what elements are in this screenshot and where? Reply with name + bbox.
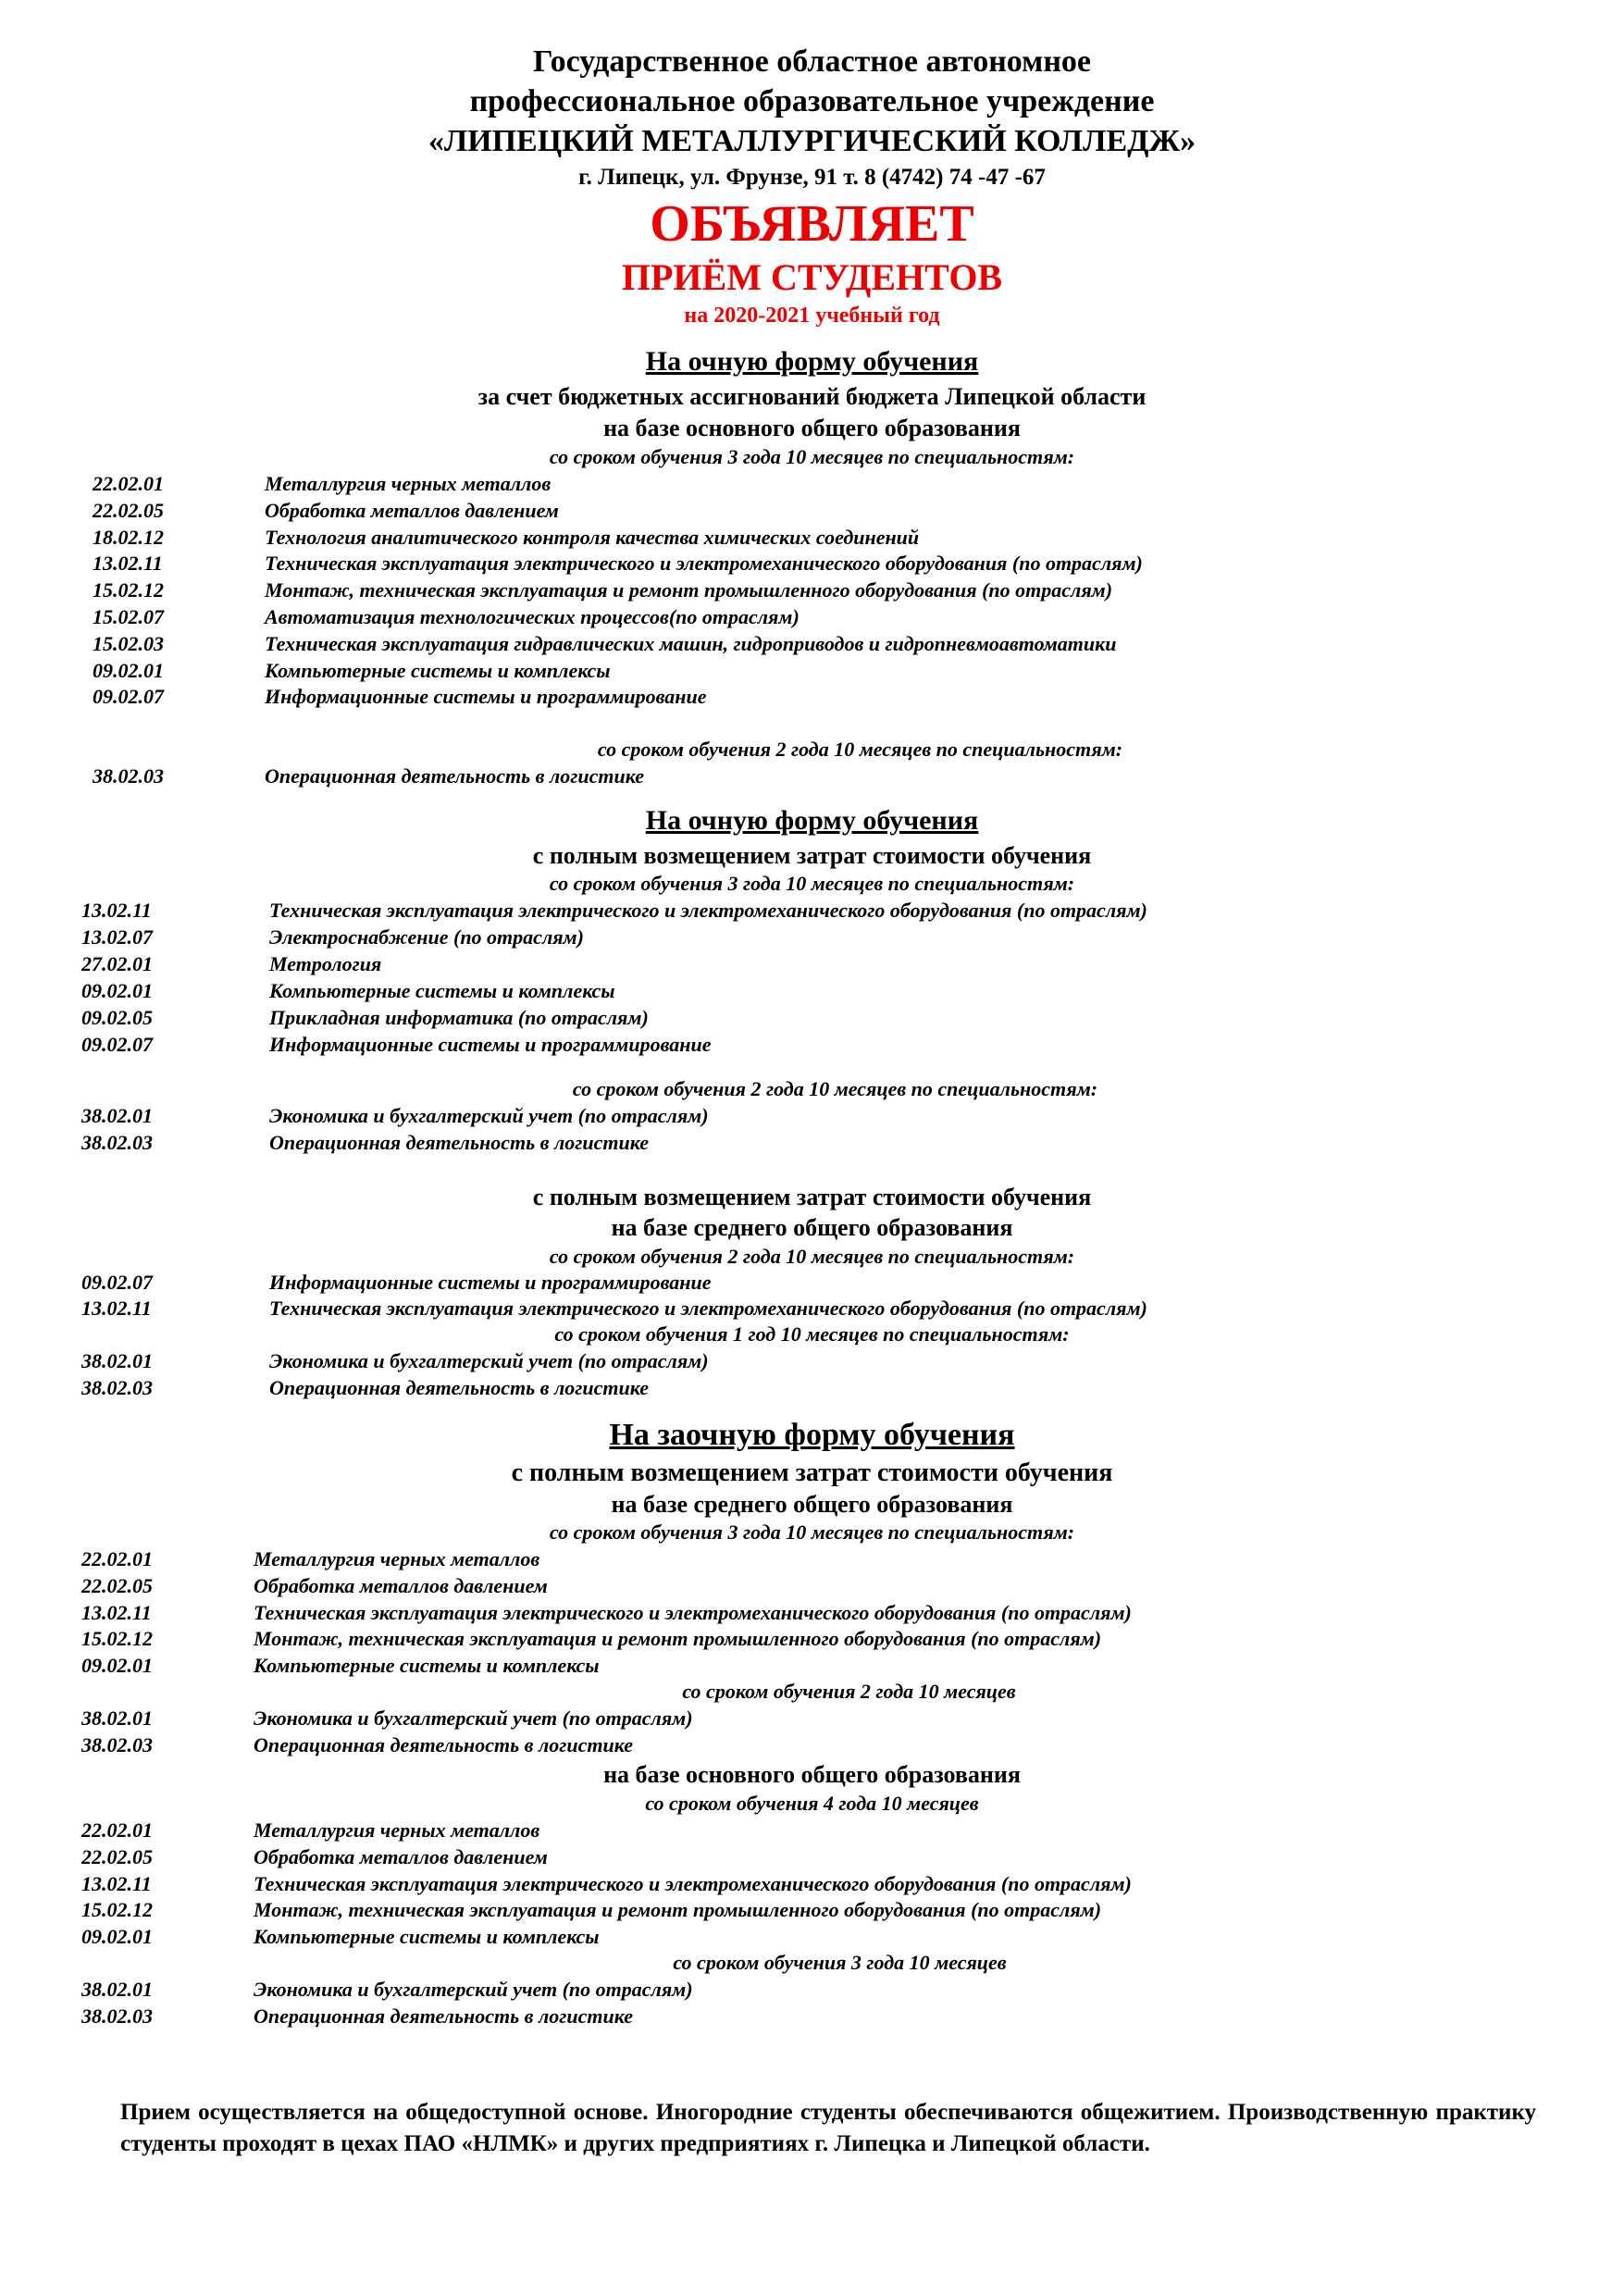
section-2-term-1: со сроком обучения 3 года 10 месяцев по специальностям: [549,872,1075,895]
section-1-funding: за счет бюджетных ассигнований бюджета Липецкой области [477,383,1147,410]
specialty-row [0,1547,1624,1573]
specialty-name: Металлургия черных металлов [254,1818,540,1842]
announce-title: ОБЪЯВЛЯЕТ [650,195,974,253]
specialty-row [0,499,1624,525]
specialty-row [0,605,1624,631]
section-4-term-2: со сроком обучения 2 года 10 месяцев [682,1680,1016,1703]
specialty-code: 22.02.01 [81,1547,153,1570]
specialty-name: Экономика и бухгалтерский учет (по отраслям) [254,1978,693,2001]
specialty-name: Монтаж, техническая эксплуатация и ремонт промышленного оборудования (по отраслям) [254,1898,1102,1922]
specialty-row [0,1349,1624,1375]
specialty-code: 38.02.03 [81,1732,153,1756]
section-1-title: На очную форму обучения [645,346,979,377]
specialty-code: 27.02.01 [81,952,153,975]
specialty-row [0,1271,1624,1297]
specialty-code: 15.02.12 [81,1898,153,1922]
specialty-code: 13.02.11 [81,1600,152,1624]
specialty-name: Обработка металлов давлением [254,1573,548,1597]
section-1-term-2: со сроком обучения 2 года 10 месяцев по специальностям: [597,738,1123,761]
specialty-name: Информационные системы и программирование [269,1033,712,1056]
specialty-name: Металлургия черных металлов [265,472,552,495]
specialty-row [0,1925,1624,1951]
specialty-name: Компьютерные системы и комплексы [254,1925,600,1949]
specialty-code: 22.02.05 [93,498,164,522]
specialty-row [0,925,1624,951]
section-2-term-2: со сроком обучения 2 года 10 месяцев по специальностям: [572,1077,1098,1100]
section-2-title: На очную форму обучения [645,805,979,836]
specialty-row [0,1297,1624,1322]
specialty-code: 09.02.07 [81,1033,153,1056]
specialty-name: Техническая эксплуатация электрического и электромеханического оборудования (по отраслям) [254,1871,1132,1895]
section-4-funding: с полным возмещением затрат стоимости обучения [511,1458,1113,1487]
specialty-row [0,1033,1624,1059]
specialty-row [0,1574,1624,1600]
specialty-name: Монтаж, техническая эксплуатация и ремонт промышленного оборудования (по отраслям) [254,1627,1102,1651]
specialty-row [0,899,1624,925]
specialty-row [0,1978,1624,2004]
specialty-row [0,1104,1624,1130]
specialty-row [0,1818,1624,1844]
specialty-code: 38.02.03 [81,1376,153,1399]
specialty-row [0,1898,1624,1924]
specialty-code: 15.02.07 [93,605,164,628]
specialty-code: 13.02.11 [81,1871,152,1895]
specialty-row [0,578,1624,604]
specialty-code: 38.02.01 [81,1706,153,1730]
section-4-base-secondary: на базе среднего общего образования [611,1491,1013,1518]
specialty-name: Техническая эксплуатация электрического и электромеханического оборудования (по отраслям) [265,552,1143,576]
section-3-term-1: со сроком обучения 2 года 10 месяцев по специальностям: [549,1245,1075,1268]
specialty-code: 38.02.01 [81,1104,153,1127]
institution-address: г. Липецк, ул. Фрунзе, 91 т. 8 (4742) 74 -47 -67 [578,165,1046,190]
specialty-code: 09.02.07 [93,685,164,709]
specialty-row [0,1601,1624,1627]
specialty-row [0,1131,1624,1157]
specialty-name: Техническая эксплуатация гидравлических машин, гидроприводов и гидропневмоавтоматики [265,631,1117,655]
specialty-name: Информационные системы и программирование [269,1271,712,1294]
specialty-code: 13.02.07 [81,925,153,949]
specialty-row [0,979,1624,1005]
specialty-name: Компьютерные системы и комплексы [254,1654,600,1678]
specialty-row [0,526,1624,552]
announce-subtitle: ПРИЁМ СТУДЕНТОВ [621,256,1003,298]
institution-line-1: Государственное областное автономное [532,44,1092,79]
specialty-name: Метрология [269,952,382,975]
section-3-term-2: со сроком обучения 1 год 10 месяцев по специальностям: [554,1322,1070,1346]
specialty-name: Экономика и бухгалтерский учет (по отраслям) [269,1104,709,1127]
specialty-code: 38.02.03 [93,764,164,788]
specialty-name: Экономика и бухгалтерский учет (по отраслям) [269,1349,709,1372]
specialty-name: Монтаж, техническая эксплуатация и ремонт промышленного оборудования (по отраслям) [265,578,1113,602]
specialty-name: Электроснабжение (по отраслям) [269,925,584,949]
specialty-name: Компьютерные системы и комплексы [265,658,611,682]
specialty-name: Операционная деятельность в логистике [254,1732,634,1756]
specialty-name: Металлургия черных металлов [254,1547,540,1570]
section-4-base-basic: на базе основного общего образования [603,1761,1021,1788]
specialty-name: Техническая эксплуатация электрического и электромеханического оборудования (по отраслям) [269,899,1147,922]
specialty-row [0,1654,1624,1680]
specialty-code: 09.02.01 [81,1925,153,1949]
specialty-name: Операционная деятельность в логистике [254,2004,634,2028]
institution-line-2: профессиональное образовательное учреждение [469,84,1155,118]
section-1-term-1: со сроком обучения 3 года 10 месяцев по специальностям: [549,445,1075,468]
specialty-code: 15.02.03 [93,631,164,655]
specialty-name: Операционная деятельность в логистике [269,1131,650,1154]
specialty-row [0,952,1624,978]
specialty-name: Прикладная информатика (по отраслям) [269,1006,649,1029]
specialty-code: 13.02.11 [93,552,163,576]
specialty-row [0,632,1624,658]
section-4-title: На заочную форму обучения [609,1418,1015,1452]
specialty-code: 38.02.01 [81,1349,153,1372]
specialty-code: 09.02.07 [81,1271,153,1294]
specialty-row [0,685,1624,711]
specialty-code: 15.02.12 [81,1627,153,1651]
specialty-name: Экономика и бухгалтерский учет (по отраслям) [254,1706,693,1730]
specialty-name: Техническая эксплуатация электрического и электромеханического оборудования (по отраслям) [254,1600,1132,1624]
specialty-row [0,764,1624,790]
specialty-row [0,1706,1624,1732]
specialty-code: 13.02.11 [81,899,152,922]
section-4-term-3: со сроком обучения 4 года 10 месяцев [645,1792,979,1815]
specialty-name: Информационные системы и программирование [265,685,707,709]
specialty-row [0,1872,1624,1898]
institution-name: «ЛИПЕЦКИЙ МЕТАЛЛУРГИЧЕСКИЙ КОЛЛЕДЖ» [428,124,1196,158]
specialty-row [0,552,1624,577]
specialty-row [0,659,1624,685]
specialty-row [0,1733,1624,1759]
specialty-row [0,472,1624,498]
section-4-term-1: со сроком обучения 3 года 10 месяцев по специальностям: [549,1520,1075,1544]
specialty-row [0,1376,1624,1402]
specialty-row [0,1627,1624,1653]
specialty-row [0,1006,1624,1032]
specialty-code: 22.02.01 [93,472,164,495]
specialty-code: 18.02.12 [93,525,164,549]
specialty-row [0,1845,1624,1871]
specialty-name: Технология аналитического контроля качества химических соединений [265,525,920,549]
specialty-code: 38.02.03 [81,2004,153,2028]
section-3-funding: с полным возмещением затрат стоимости обучения [532,1184,1092,1210]
announce-year: на 2020-2021 учебный год [684,304,940,328]
specialty-name: Обработка металлов давлением [254,1844,548,1868]
specialty-code: 15.02.12 [93,578,164,602]
specialty-code: 22.02.01 [81,1818,153,1842]
specialty-name: Автоматизация технологических процессов(по отраслям) [265,605,800,628]
specialty-name: Операционная деятельность в логистике [265,764,645,788]
specialty-name: Компьютерные системы и комплексы [269,979,615,1002]
specialty-name: Операционная деятельность в логистике [269,1376,650,1399]
specialty-code: 13.02.11 [81,1297,152,1320]
specialty-code: 22.02.05 [81,1573,153,1597]
section-3-base: на базе среднего общего образования [611,1214,1013,1241]
section-4-term-4: со сроком обучения 3 года 10 месяцев [673,1951,1007,1974]
specialty-code: 09.02.01 [81,1654,153,1678]
section-2-funding: с полным возмещением затрат стоимости обучения [532,842,1092,869]
specialty-name: Техническая эксплуатация электрического и электромеханического оборудования (по отраслям) [269,1297,1147,1320]
specialty-row [0,2004,1624,2030]
specialty-code: 22.02.05 [81,1844,153,1868]
specialty-code: 38.02.03 [81,1131,153,1154]
section-1-base: на базе основного общего образования [603,415,1021,441]
specialty-code: 38.02.01 [81,1978,153,2001]
footer-note: Прием осуществляется на общедоступной основе. Иногородние студенты обеспечиваются общежитием. Производственную практику студенты проходят в цехах ПАО «НЛМК» и других предприятиях г. Липецка и Липецкой области. [120,2100,1536,2156]
specialty-code: 09.02.05 [81,1006,153,1029]
specialty-name: Обработка металлов давлением [265,498,559,522]
specialty-code: 09.02.01 [93,658,164,682]
specialty-code: 09.02.01 [81,979,153,1002]
